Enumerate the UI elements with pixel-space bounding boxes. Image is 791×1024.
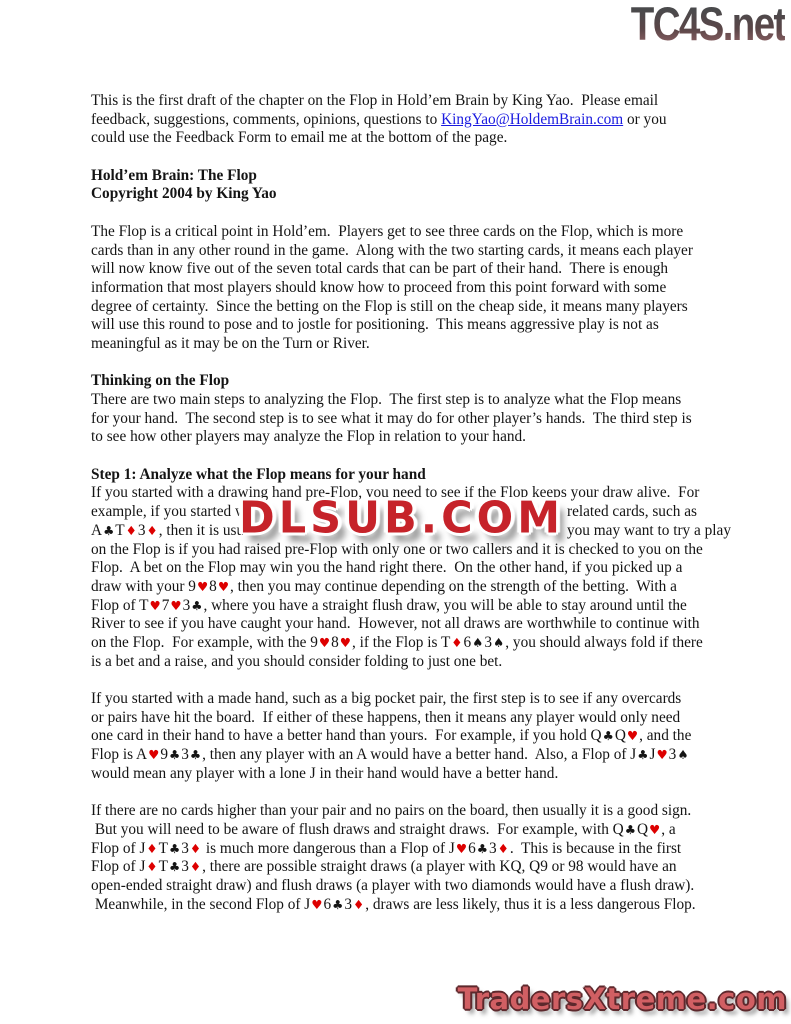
text-segment: 3 — [137, 521, 146, 539]
text-segment: , and the — [639, 727, 692, 745]
text-line — [91, 821, 731, 840]
text-line — [91, 877, 731, 896]
text-segment: J — [649, 746, 656, 764]
text-line — [91, 279, 731, 298]
paragraph — [91, 223, 731, 354]
text-segment: is a bet and a raise, and you should consider folding to just one bet. — [91, 652, 503, 670]
text-segment: cards than in any other round in the game. Along with the two starting cards, it means each player — [91, 241, 693, 259]
text-line — [91, 765, 731, 784]
text-segment: to see how other players may analyze the Flop in relation to your hand. — [91, 428, 526, 446]
text-segment: Thinking on the Flop — [91, 372, 230, 390]
text-segment: 6 — [323, 895, 332, 913]
black-suit-symbol: ♠ — [493, 634, 505, 650]
red-suit-symbol: ♥ — [656, 747, 668, 763]
text-segment: Meanwhile, in the second Flop of J — [91, 895, 311, 913]
text-segment: 3 — [182, 596, 191, 614]
text-segment: degree of certainty. Since the betting on the Flop is still on the cheap side, it means many players — [91, 297, 688, 315]
text-line — [91, 578, 731, 597]
text-segment: would mean any player with a lone J in their hand would have a better hand. — [91, 764, 559, 782]
red-suit-symbol: ♦ — [352, 896, 365, 912]
text-segment: River to see if you have caught your hand. However, not all draws are worthwhile to continue with — [91, 615, 700, 633]
red-suit-symbol: ♥ — [148, 747, 160, 763]
text-segment: 8 — [209, 577, 217, 595]
paragraph — [91, 690, 731, 783]
red-suit-symbol: ♥ — [318, 634, 331, 650]
text-line — [91, 242, 731, 261]
text-segment: you may want to try a play — [567, 521, 731, 539]
text-fragment — [567, 503, 697, 522]
text-line — [91, 709, 731, 728]
paragraph — [91, 466, 731, 672]
text-segment: draw with your 9 — [91, 577, 196, 595]
text-segment: But you will need to be aware of flush draws and straight draws. For example, with Q — [91, 820, 624, 838]
text-segment: 9 — [160, 746, 168, 764]
text-line — [91, 335, 731, 354]
text-segment: , then it is usuall — [158, 521, 260, 539]
text-line — [91, 840, 731, 859]
text-segment: example, if you started wit — [91, 503, 255, 521]
text-line — [91, 260, 731, 279]
paragraph — [91, 92, 731, 148]
red-suit-symbol: ♦ — [146, 859, 158, 875]
text-segment: 3 — [484, 633, 493, 651]
text-segment: related cards, such as — [567, 503, 697, 521]
text-segment: 7 — [161, 596, 170, 614]
text-segment: Flop. A bet on the Flop may win you the hand right there. On the other hand, if you picked up a — [91, 559, 683, 577]
black-suit-symbol: ♣ — [624, 821, 636, 837]
text-segment: will use this round to pose and to jostle for positioning. This means aggressive play is not as — [91, 316, 659, 334]
text-segment: Flop of J — [91, 858, 146, 876]
red-suit-symbol: ♦ — [451, 634, 463, 650]
text-line — [91, 559, 731, 578]
text-segment: Flop of T — [91, 596, 149, 614]
red-suit-symbol: ♥ — [311, 896, 323, 912]
red-suit-symbol: ♥ — [170, 597, 182, 613]
text-line — [91, 746, 731, 765]
text-segment: , where you have a straight flush draw, you will be able to stay around until the — [203, 596, 687, 614]
text-segment: one card in their hand to have a better hand than yours. For example, if you hold Q — [91, 727, 602, 745]
tc4s-logo: TC4S.net — [631, 0, 785, 50]
red-suit-symbol: ♥ — [455, 840, 468, 856]
text-segment: Step 1: Analyze what the Flop means for your hand — [91, 465, 426, 483]
text-segment: is much more dangerous than a Flop of J — [202, 839, 455, 857]
red-suit-symbol: ♦ — [146, 840, 158, 856]
black-suit-symbol: ♣ — [191, 597, 203, 613]
text-line — [91, 896, 731, 915]
text-segment: , a — [661, 820, 676, 838]
text-segment: Copyright 2004 by King Yao — [91, 185, 277, 203]
red-suit-symbol: ♥ — [626, 728, 639, 744]
text-line — [91, 92, 731, 111]
black-suit-symbol: ♠ — [677, 747, 689, 763]
text-line — [91, 597, 731, 616]
red-suit-symbol: ♥ — [339, 634, 351, 650]
text-segment: 3 — [488, 839, 497, 857]
text-line — [91, 466, 731, 485]
text-line — [91, 634, 731, 653]
text-segment: or you — [623, 110, 667, 128]
text-segment: 6 — [463, 633, 472, 651]
text-segment: 8 — [331, 633, 339, 651]
text-segment: could use the Feedback Form to email me at the bottom of the page. — [91, 129, 508, 147]
red-suit-symbol: ♥ — [196, 578, 209, 594]
text-line — [91, 129, 731, 148]
dlsub-watermark: DLSUB.COM — [239, 492, 564, 544]
text-segment: on the Flop is if you had raised pre-Flop with only one or two callers and it is checked to you on the — [91, 540, 703, 558]
text-segment: 3 — [181, 858, 189, 876]
text-line — [91, 653, 731, 672]
paragraph — [91, 372, 731, 447]
text-segment: Q — [636, 820, 649, 838]
red-suit-symbol: ♦ — [497, 840, 509, 856]
text-line — [91, 802, 731, 821]
text-line — [91, 391, 731, 410]
text-segment: meaningful as it may be on the Turn or River. — [91, 334, 370, 352]
text-segment: If you started with a made hand, such as a big pocket pair, the first step is to see if any overcards — [91, 690, 682, 707]
text-segment: T — [158, 858, 168, 876]
text-line — [91, 167, 731, 186]
text-line — [91, 223, 731, 242]
text-segment: , if the Flop is T — [351, 633, 451, 651]
text-segment: , there are possible straight draws (a player with KQ, Q9 or 98 would have an — [202, 858, 677, 876]
text-segment: 3 — [344, 895, 352, 913]
text-line — [91, 298, 731, 317]
text-line — [91, 410, 731, 429]
black-suit-symbol: ♣ — [332, 896, 344, 912]
text-segment: Hold’em Brain: The Flop — [91, 166, 257, 184]
text-segment: 3 — [181, 746, 189, 764]
text-segment: . This is because in the first — [509, 839, 682, 857]
text-segment: T — [115, 521, 125, 539]
red-suit-symbol: ♦ — [189, 859, 202, 875]
paragraph — [91, 802, 731, 914]
black-suit-symbol: ♣ — [476, 840, 488, 856]
black-suit-symbol: ♣ — [168, 840, 181, 856]
text-segment: or pairs have hit the board. If either of these happens, then it means any player would only need — [91, 708, 681, 726]
text-segment: If you started with a drawing hand pre-Flop, you need to see if the Flop keeps your draw alive. For — [91, 484, 700, 502]
text-segment: , then you may continue depending on the strength of the betting. With a — [230, 577, 677, 595]
text-segment: The Flop is a critical point in Hold’em. Players get to see three cards on the Flop, which is more — [91, 222, 684, 240]
text-segment: information that most players should know how to proceed from this point forward with some — [91, 278, 667, 296]
text-segment: for your hand. The second step is to see what it may do for other player’s hands. The third step is — [91, 409, 692, 427]
text-line — [91, 428, 731, 447]
text-segment: , draws are less likely, thus it is a less dangerous Flop. — [365, 895, 696, 913]
text-line — [91, 690, 731, 709]
text-segment: If there are no cards higher than your pair and no pairs on the board, then usually it is a good sign. — [91, 802, 692, 820]
text-segment: Flop is A — [91, 746, 148, 764]
text-segment: 3 — [668, 746, 677, 764]
black-suit-symbol: ♣ — [168, 859, 181, 875]
text-segment: T — [158, 839, 168, 857]
text-segment: , you should always fold if there — [505, 633, 703, 651]
red-suit-symbol: ♥ — [149, 597, 161, 613]
text-segment: , then any player with an A would have a better hand. Also, a Flop of J — [202, 746, 637, 764]
text-line — [91, 316, 731, 335]
text-segment: open-ended straight draw) and flush draws (a player with two diamonds would have a flush draw). — [91, 876, 695, 894]
red-suit-symbol: ♥ — [217, 578, 230, 594]
text-segment: 6 — [468, 839, 476, 857]
text-segment: feedback, suggestions, comments, opinions, questions to — [91, 110, 442, 128]
black-suit-symbol: ♣ — [189, 747, 202, 763]
text-line — [91, 111, 731, 130]
tradersxtreme-logo: TradersXtreme.com — [457, 982, 787, 1016]
red-suit-symbol: ♦ — [125, 522, 137, 538]
text-line — [91, 858, 731, 877]
text-segment: Flop of J — [91, 839, 146, 857]
text-line — [91, 372, 731, 391]
text-segment: A — [91, 521, 103, 539]
text-line — [91, 727, 731, 746]
text-segment: will now know five out of the seven total cards that can be part of their hand. There is enough — [91, 260, 669, 278]
red-suit-symbol: ♥ — [649, 821, 661, 837]
text-segment: 3 — [181, 839, 189, 857]
text-line — [91, 185, 731, 204]
email-link[interactable]: KingYao@HoldemBrain.com — [441, 110, 624, 128]
text-segment: Q — [614, 727, 626, 745]
black-suit-symbol: ♣ — [637, 747, 649, 763]
red-suit-symbol: ♦ — [146, 522, 158, 538]
red-suit-symbol: ♦ — [189, 840, 202, 856]
black-suit-symbol: ♠ — [472, 634, 484, 650]
black-suit-symbol: ♣ — [602, 728, 614, 744]
text-segment: This is the first draft of the chapter on the Flop in Hold’em Brain by King Yao. Please email — [91, 92, 659, 109]
document-body — [91, 92, 731, 933]
text-line — [91, 615, 731, 634]
text-segment: There are two main steps to analyzing the Flop. The first step is to analyze what the Flop means — [91, 391, 682, 408]
heading-block — [91, 167, 731, 204]
text-segment: on the Flop. For example, with the 9 — [91, 633, 318, 651]
text-fragment — [567, 522, 731, 541]
black-suit-symbol: ♣ — [103, 522, 115, 538]
black-suit-symbol: ♣ — [168, 747, 181, 763]
